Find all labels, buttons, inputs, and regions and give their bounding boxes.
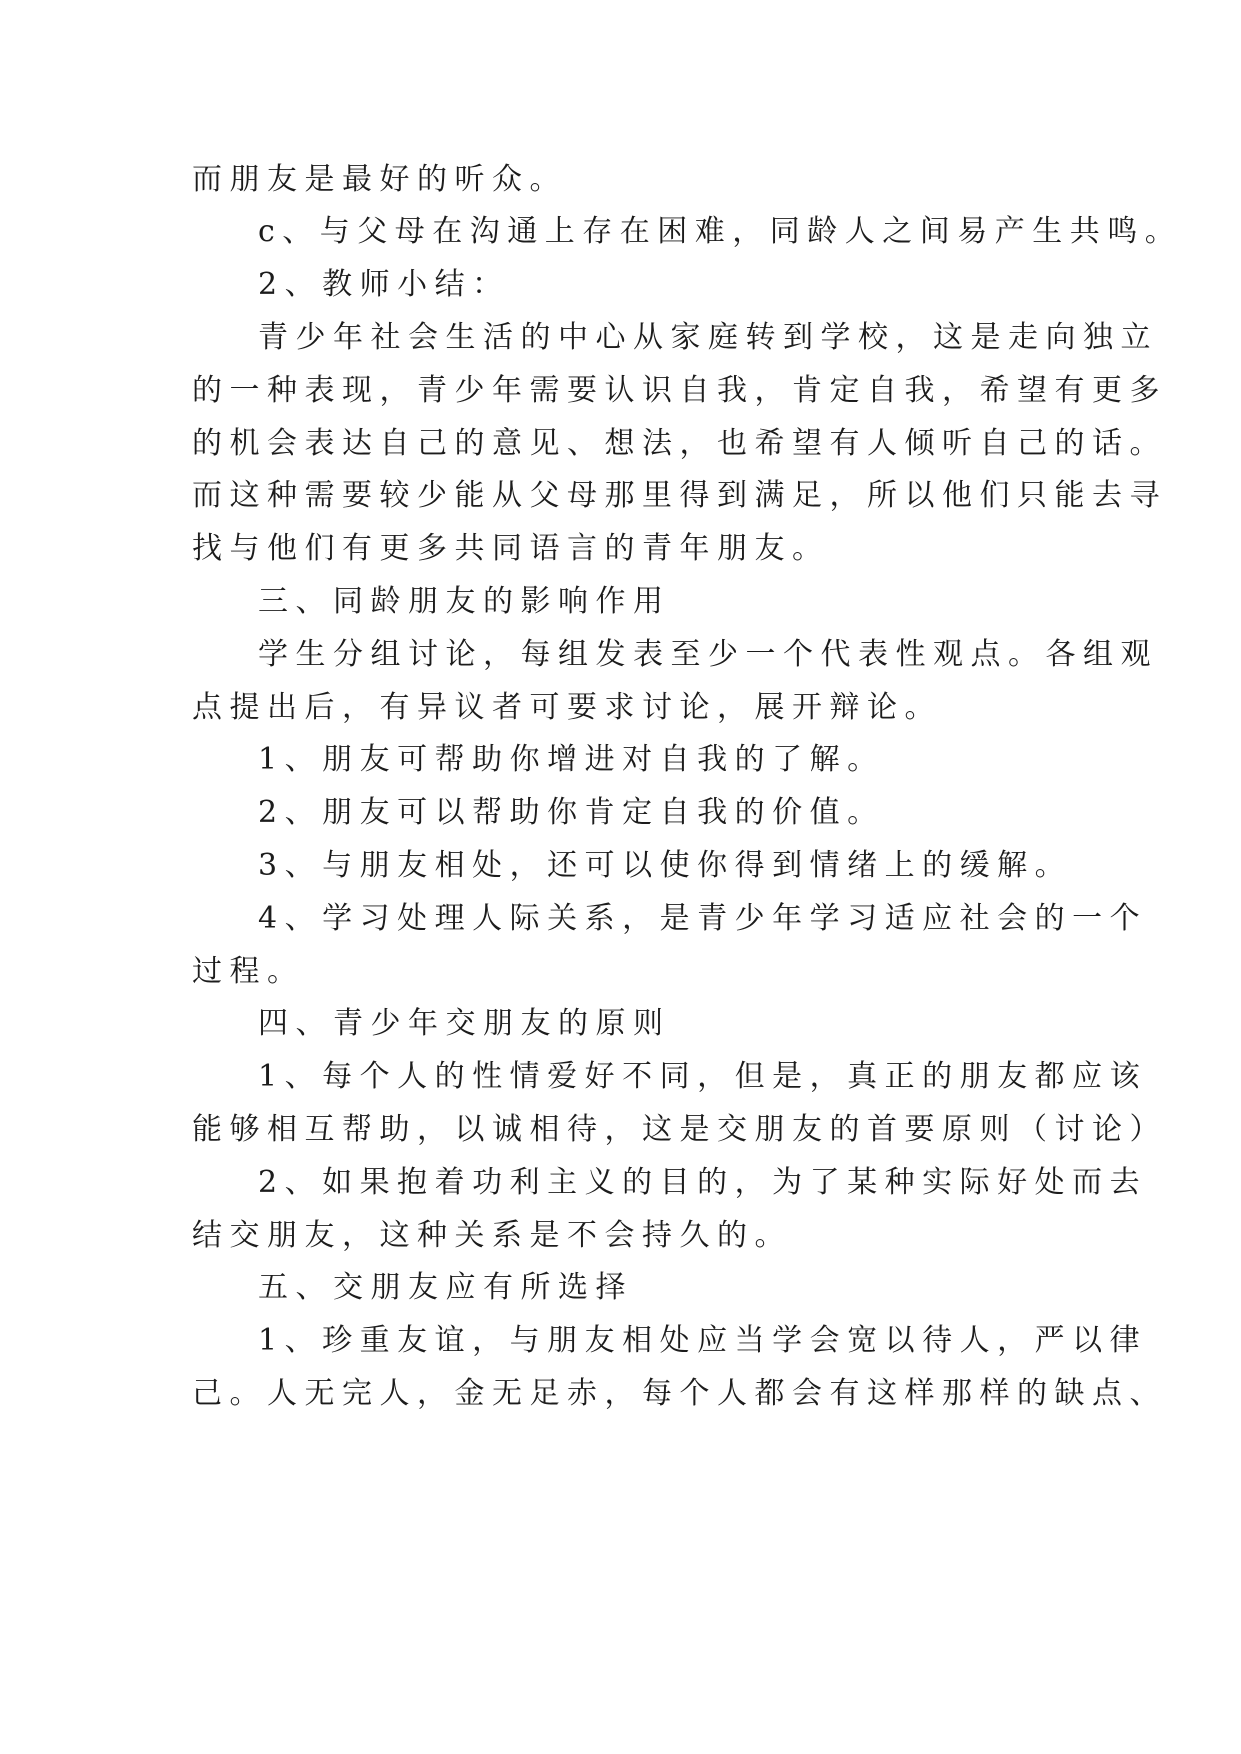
section-heading-3: 三、同龄朋友的影响作用 <box>258 584 671 619</box>
text-line-4: 青少年社会生活的中心从家庭转到学校，这是走向独立 <box>258 320 1158 355</box>
text-line-15: 4、学习处理人际关系，是青少年学习适应社会的一个 <box>258 901 1148 936</box>
text-line-24: 己。人无完人，金无足赤，每个人都会有这样那样的缺点、 <box>192 1376 1167 1411</box>
text-line-20: 2、如果抱着功利主义的目的，为了某种实际好处而去 <box>258 1165 1148 1200</box>
text-line-7: 而这种需要较少能从父母那里得到满足，所以他们只能去寻 <box>192 478 1167 513</box>
text-line-8: 找与他们有更多共同语言的青年朋友。 <box>192 531 830 566</box>
text-line-1: 而朋友是最好的听众。 <box>192 162 567 197</box>
text-line-13: 2、朋友可以帮助你肯定自我的价值。 <box>258 795 885 830</box>
text-line-10: 学生分组讨论，每组发表至少一个代表性观点。各组观 <box>258 637 1158 672</box>
text-line-14: 3、与朋友相处，还可以使你得到情绪上的缓解。 <box>258 848 1073 883</box>
text-line-5: 的一种表现，青少年需要认识自我，肯定自我，希望有更多 <box>192 373 1167 408</box>
section-heading-4: 四、青少年交朋友的原则 <box>258 1006 671 1041</box>
text-line-21: 结交朋友，这种关系是不会持久的。 <box>192 1218 792 1253</box>
text-line-12: 1、朋友可帮助你增进对自我的了解。 <box>258 742 885 777</box>
text-line-19: 能够相互帮助，以诚相待，这是交朋友的首要原则（讨论） <box>192 1112 1167 1147</box>
text-line-11: 点提出后，有异议者可要求讨论，展开辩论。 <box>192 690 942 725</box>
text-line-6: 的机会表达自己的意见、想法，也希望有人倾听自己的话。 <box>192 426 1167 461</box>
text-line-3: 2、教师小结： <box>258 267 510 302</box>
text-line-18: 1、每个人的性情爱好不同，但是，真正的朋友都应该 <box>258 1059 1148 1094</box>
section-heading-5: 五、交朋友应有所选择 <box>258 1270 633 1305</box>
text-line-16: 过程。 <box>192 954 305 989</box>
text-line-23: 1、珍重友谊，与朋友相处应当学会宽以待人，严以律 <box>258 1323 1148 1358</box>
text-line-2: c、与父母在沟通上存在困难，同龄人之间易产生共鸣。 <box>258 214 1183 249</box>
